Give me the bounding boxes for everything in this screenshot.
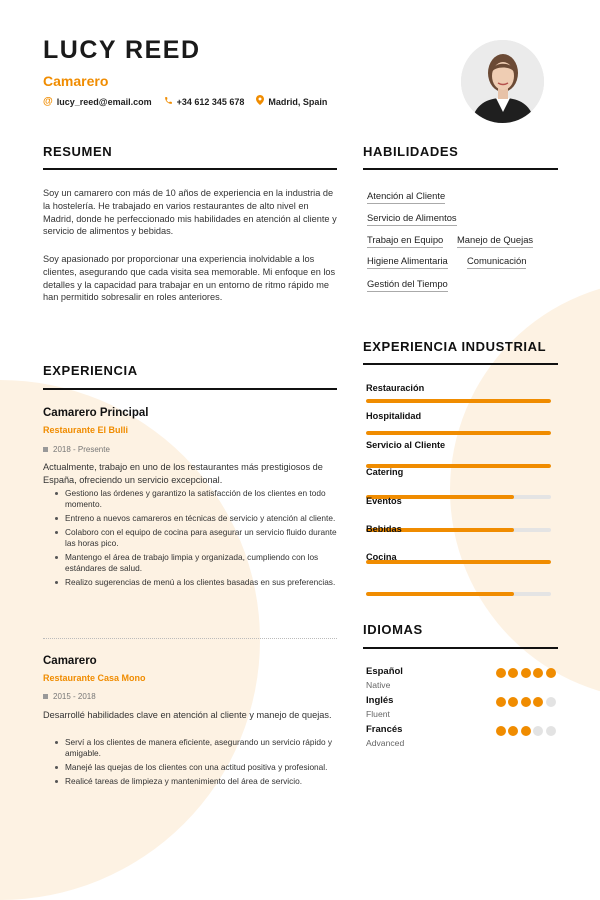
rating-dot-filled [496,726,506,736]
list-item: Serví a los clientes de manera eficiente, asegurando un servicio rápido y amigable. [43,737,341,759]
phone-text: +34 612 345 678 [176,96,245,107]
industry-bar [366,399,551,403]
rating-dot-empty [546,697,556,707]
industry-label: Bebidas [366,524,402,534]
job-2-description: Desarrollé habilidades clave en atención al cliente y manejo de quejas. [43,710,332,720]
rating-dot-filled [521,697,531,707]
job-1-dates [43,445,110,454]
job-1-bullets [43,488,341,591]
rating-dot-filled [496,697,506,707]
industry-bar-fill [366,431,551,435]
industry-label: Servicio al Cliente [366,440,446,450]
summary-paragraph-1: Soy un camarero con más de 10 años de experiencia en la industria de la hostelería. He trabajado en varios restaurantes de alto nivel en Madrid, donde he perfeccionado mis habilidades en atención al cliente y servicio de alimentos y bebidas. [43,188,337,237]
list-item: Entreno a nuevos camareros en técnicas de servicio y atención al cliente. [43,513,341,524]
list-item: Realicé tareas de limpieza y mantenimiento del área de servicio. [43,776,341,787]
rating-dot-filled [521,668,531,678]
rating-dot-filled [508,726,518,736]
job-1-description: Actualmente, trabajo en uno de los restaurantes más prestigiosos de España, ofreciendo un servicio excepcional. [43,462,323,485]
background-blob-left [0,380,260,900]
language-level: Fluent [366,709,390,719]
industry-bar-fill [366,592,514,596]
job-1-company: Restaurante El Bulli [43,425,129,435]
list-item: Manejé las quejas de los clientes con una actitud positiva y profesional. [43,762,341,773]
job-2-dates [43,692,96,701]
map-pin-icon [256,95,264,108]
industry-label: Restauración [366,383,425,393]
email-text: lucy_reed@email.com [56,96,152,107]
rating-dot-filled [508,697,518,707]
language-rating [493,697,556,707]
skill-tag: Trabajo en Equipo [367,234,443,248]
list-item: Gestiono las órdenes y garantizo la satisfacción de los clientes en todo momento. [43,488,341,510]
industry-divider [363,363,558,365]
rating-dot-filled [508,668,518,678]
language-level: Native [366,680,391,690]
industry-heading: EXPERIENCIA INDUSTRIAL [363,339,547,354]
industry-label: Catering [366,467,404,477]
rating-dot-empty [546,726,556,736]
skill-tag: Higiene Alimentaria [367,255,448,269]
industry-bar [366,592,551,596]
skill-tag: Servicio de Alimentos [367,212,457,226]
industry-label: Eventos [366,496,402,506]
language-rating [493,668,556,678]
languages-divider [363,647,558,649]
list-item: Mantengo el área de trabajo limpia y organizada, cumpliendo con los estándares de salud. [43,552,341,574]
candidate-name: LUCY REED [43,36,201,64]
rating-dot-empty [533,726,543,736]
rating-dot-filled [533,697,543,707]
location-text: Madrid, Spain [268,96,328,107]
language-name: Inglés [366,695,394,706]
rating-dot-filled [521,726,531,736]
skill-tag: Atención al Cliente [367,190,445,204]
skills-divider [363,168,558,170]
summary-paragraph-2: Soy apasionado por proporcionar una experiencia inolvidable a los clientes, asegurando que cada visita sea memorable. Mi enfoque en los detalles y la capacidad para trabajar en un entorno de ritmo rápido me han permitido sobresalir en roles anteriores. [43,254,336,303]
industry-bar-fill [366,399,551,403]
job-1-dates-text: 2018 - Presente [53,445,110,454]
job-2-dates-text: 2015 - 2018 [53,692,96,701]
at-icon: @ [43,96,53,107]
experience-divider [43,388,337,390]
calendar-icon [43,447,48,452]
skill-tag: Manejo de Quejas [457,234,533,248]
summary-divider [43,168,337,170]
phone-icon [164,96,173,108]
language-rating [493,726,556,736]
language-level: Advanced [366,738,405,748]
skills-heading: HABILIDADES [363,144,459,159]
skill-tag: Gestión del Tiempo [367,278,448,292]
job-title: Camarero [43,73,109,89]
skill-tag: Comunicación [467,255,526,269]
rating-dot-filled [496,668,506,678]
contact-email[interactable] [43,96,152,107]
profile-photo [461,40,544,123]
experience-heading: EXPERIENCIA [43,363,138,378]
calendar-icon [43,694,48,699]
job-2-company: Restaurante Casa Mono [43,673,146,683]
summary-heading: RESUMEN [43,144,113,159]
contact-phone[interactable] [164,96,245,108]
rating-dot-filled [546,668,556,678]
languages-heading: IDIOMAS [363,622,423,637]
list-item: Colaboro con el equipo de cocina para asegurar un servicio fluido durante las horas pico. [43,527,341,549]
contact-location [256,95,327,108]
list-item: Realizo sugerencias de menú a los clientes basadas en sus preferencias. [43,577,341,588]
language-name: Español [366,666,403,677]
rating-dot-filled [533,668,543,678]
job-1-title: Camarero Principal [43,407,149,419]
job-2-title: Camarero [43,655,97,667]
industry-bar [366,431,551,435]
language-name: Francés [366,724,403,735]
job-separator [43,638,337,639]
job-2-bullets [43,737,341,790]
industry-label: Cocina [366,552,397,562]
industry-label: Hospitalidad [366,411,422,421]
contact-row [43,95,339,108]
